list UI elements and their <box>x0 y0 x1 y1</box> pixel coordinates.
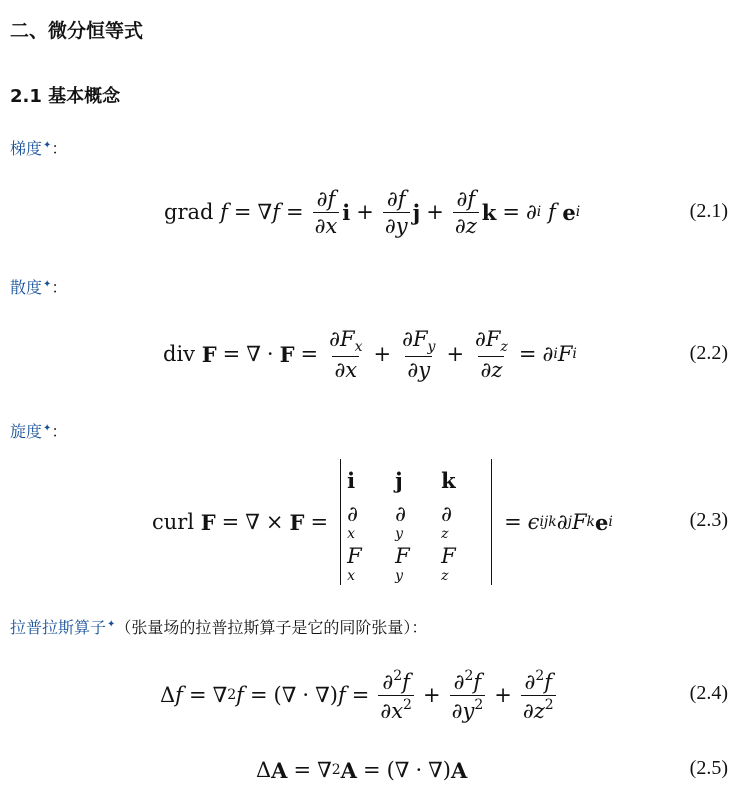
term-laplacian: 拉普拉斯算子✦（张量场的拉普拉斯算子是它的同阶张量）： <box>10 618 428 637</box>
link-star-icon: ✦ <box>43 422 52 434</box>
equation-2-4 <box>0 664 750 726</box>
term-gradient: 梯度✦： <box>10 139 68 158</box>
divergence-link[interactable]: 散度 <box>10 278 43 297</box>
equation-number: (2.5) <box>689 757 728 779</box>
section-title: 二、微分恒等式 <box>10 20 144 42</box>
equation-body: Δ f = ∇ 2 f = (∇ · ∇) f = $\frac{\partial^2f}{\partial x^2}$ + $\frac{\partial^2f}{\partial y^2}$ + $\frac{\partial^2f}{\partial z^2}$ <box>160 667 554 723</box>
equation-number: (2.4) <box>689 682 728 704</box>
equation-2-1 <box>0 182 750 242</box>
gradient-link[interactable]: 梯度 <box>10 139 43 158</box>
term-curl: 旋度✦： <box>10 422 68 441</box>
curl-link[interactable]: 旋度 <box>10 422 43 441</box>
equation-2-5 <box>0 752 750 788</box>
link-star-icon: ✦ <box>43 139 52 151</box>
equation-number: (2.2) <box>689 342 728 364</box>
equation-body: grad f = ∇ f = $\frac{\partial f}{\partial x}$ i + $\frac{\partial f}{\partial y}$ j + $\frac{\partial f}{\partial z}$ k = ∂ i f e i <box>164 186 581 238</box>
subsection-title: 2.1 基本概念 <box>10 86 121 107</box>
link-star-icon: ✦ <box>43 278 52 290</box>
equation-body: curl F = ∇ × F = i j k ∂ x ∂ y ∂ z F x F y F z = ϵ ijk ∂ j F k e i <box>152 466 613 578</box>
equation-2-3 <box>0 466 750 584</box>
laplacian-link[interactable]: 拉普拉斯算子 <box>10 618 107 637</box>
equation-body: div F = ∇ · F = $\frac{\partial F_x}{\partial x}$ + $\frac{\partial F_y}{\partial y}$ + $\frac{\partial F_z}{\partial z}$ = ∂ i F i <box>163 326 577 382</box>
term-divergence: 散度✦： <box>10 278 68 297</box>
equation-number: (2.3) <box>689 509 728 531</box>
equation-number: (2.1) <box>689 200 728 222</box>
determinant-matrix: i j k ∂ x ∂ y ∂ z F x F y F z <box>340 459 492 585</box>
link-star-icon: ✦ <box>107 618 116 630</box>
equation-2-2 <box>0 324 750 384</box>
equation-body: Δ A = ∇ 2 A = (∇ · ∇) A <box>256 757 468 783</box>
